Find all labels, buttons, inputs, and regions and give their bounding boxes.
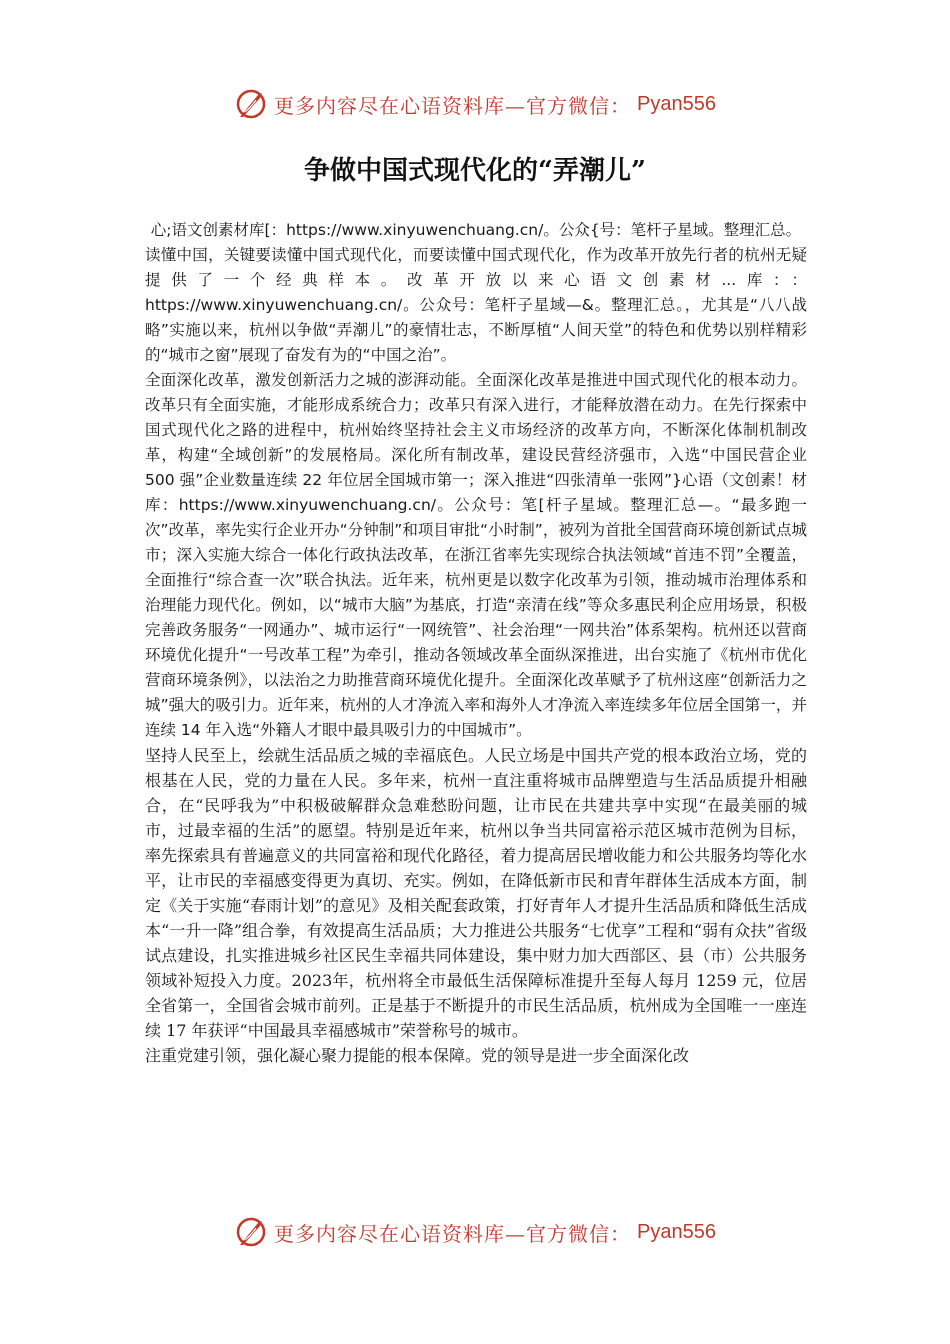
quill-pen-logo-icon: [234, 87, 268, 121]
footer-banner-text: 更多内容尽在心语资料库—官方微信：: [274, 1221, 632, 1246]
paragraph-intro: 读懂中国，关键要读懂中国式现代化，而要读懂中国式现代化，作为改革开放先行者的杭州无疑提供了一个经典样本。改革开放以来心语文创素材...库：：https://www.xinyuwenchuang.cn/。公众号：笔杆子星域—&。整理汇总。，尤其是“八八战略”实施以来，杭州以争做“弄潮儿”的豪情壮志，不断厚植“人间天堂”的特色和优势以别样精彩的“城市之窗”展现了奋发有为的“中国之治”。: [145, 246, 807, 364]
document-title: 争做中国式现代化的“弄潮儿”: [304, 156, 646, 186]
paragraph-party: 注重党建引领，强化凝心聚力提能的根本保障。党的领导是进一步全面深化改: [145, 1046, 690, 1065]
header-banner-text: 更多内容尽在心语资料库—官方微信：: [274, 93, 632, 118]
header-banner: [0, 84, 950, 124]
document-body: [145, 218, 807, 1068]
footer-banner-handle: Pyan556: [637, 1220, 716, 1243]
footer-banner: [0, 1212, 950, 1252]
header-banner-handle: Pyan556: [637, 92, 716, 115]
paragraph-people: 坚持人民至上，绘就生活品质之城的幸福底色。人民立场是中国共产党的根本政治立场，党的根基在人民，党的力量在人民。多年来，杭州一直注重将城市品牌塑造与生活品质提升相融合，在“民呼我为”中积极破解群众急难愁盼问题，让市民在共建共享中实现“在最美丽的城市，过最幸福的生活”的愿望。特别是近年来，杭州以争当共同富裕示范区城市范例为目标，率先探索具有普遍意义的共同富裕和现代化路径，着力提高居民增收能力和公共服务均等化水平，让市民的幸福感变得更为真切、充实。例如，在降低新市民和青年群体生活成本方面，制定《关于实施“春雨计划”的意见》及相关配套政策，打好青年人才提升生活品质和降低生活成本“一升一降”组合拳，有效提高生活品质；大力推进公共服务“七优享”工程和“弱有众扶”省级试点建设，扎实推进城乡社区民生幸福共同体建设，集中财力加大西部区、县（市）公共服务领域补短投入力度。2023年，杭州将全市最低生活保障标准提升至每人每月 1259 元，位居全省第一，全国省会城市前列。正是基于不断提升的市民生活品质，杭州成为全国唯一一座连续 17 年获评“中国最具幸福感城市”荣誉称号的城市。: [145, 746, 807, 1040]
paragraph-reform: 全面深化改革，激发创新活力之城的澎湃动能。全面深化改革是推进中国式现代化的根本动力。改革只有全面实施，才能形成系统合力；改革只有深入进行，才能释放潜在动力。在先行探索中国式现代化之路的进程中，杭州始终坚持社会主义市场经济的改革方向，不断深化体制机制改革，构建“全域创新”的发展格局。深化所有制改革，建设民营经济强市，入选“中国民营企业 500 强”企业数量连续 22 年位居全国城市第一；深入推进“四张清单一张网”}心语（文创素！材库：https://www.xinyuwenchuang.cn/。公众号：笔[杆子星域。整理汇总—。“最多跑一次”改革，率先实行企业开办“分钟制”和项目审批“小时制”，被列为首批全国营商环境创新试点城市；深入实施大综合一体化行政执法改革，在浙江省率先实现综合执法领域“首违不罚”全覆盖，全面推行“综合查一次”联合执法。近年来，杭州更是以数字化改革为引领，推动城市治理体系和治理能力现代化。例如，以“城市大脑”为基底，打造“亲清在线”等众多惠民利企应用场景，积极完善政务服务“一网通办”、城市运行“一网统管”、社会治理“一网共治”体系架构。杭州还以营商环境优化提升“一号改革工程”为牵引，推动各领域改革全面纵深推进，出台实施了《杭州市优化营商环境条例》，以法治之力助推营商环境优化提升。全面深化改革赋予了杭州这座“创新活力之城”强大的吸引力。近年来，杭州的人才净流入率和海外人才净流入率连续多年位居全国第一，并连续 14 年入选“外籍人才眼中最具吸引力的中国城市”。: [145, 371, 807, 739]
quill-pen-logo-icon: [234, 1215, 268, 1249]
source-line: 心;语文创素材库[：https://www.xinyuwenchuang.cn/。公众{号：笔杆子星域。整理汇总。: [150, 221, 802, 239]
